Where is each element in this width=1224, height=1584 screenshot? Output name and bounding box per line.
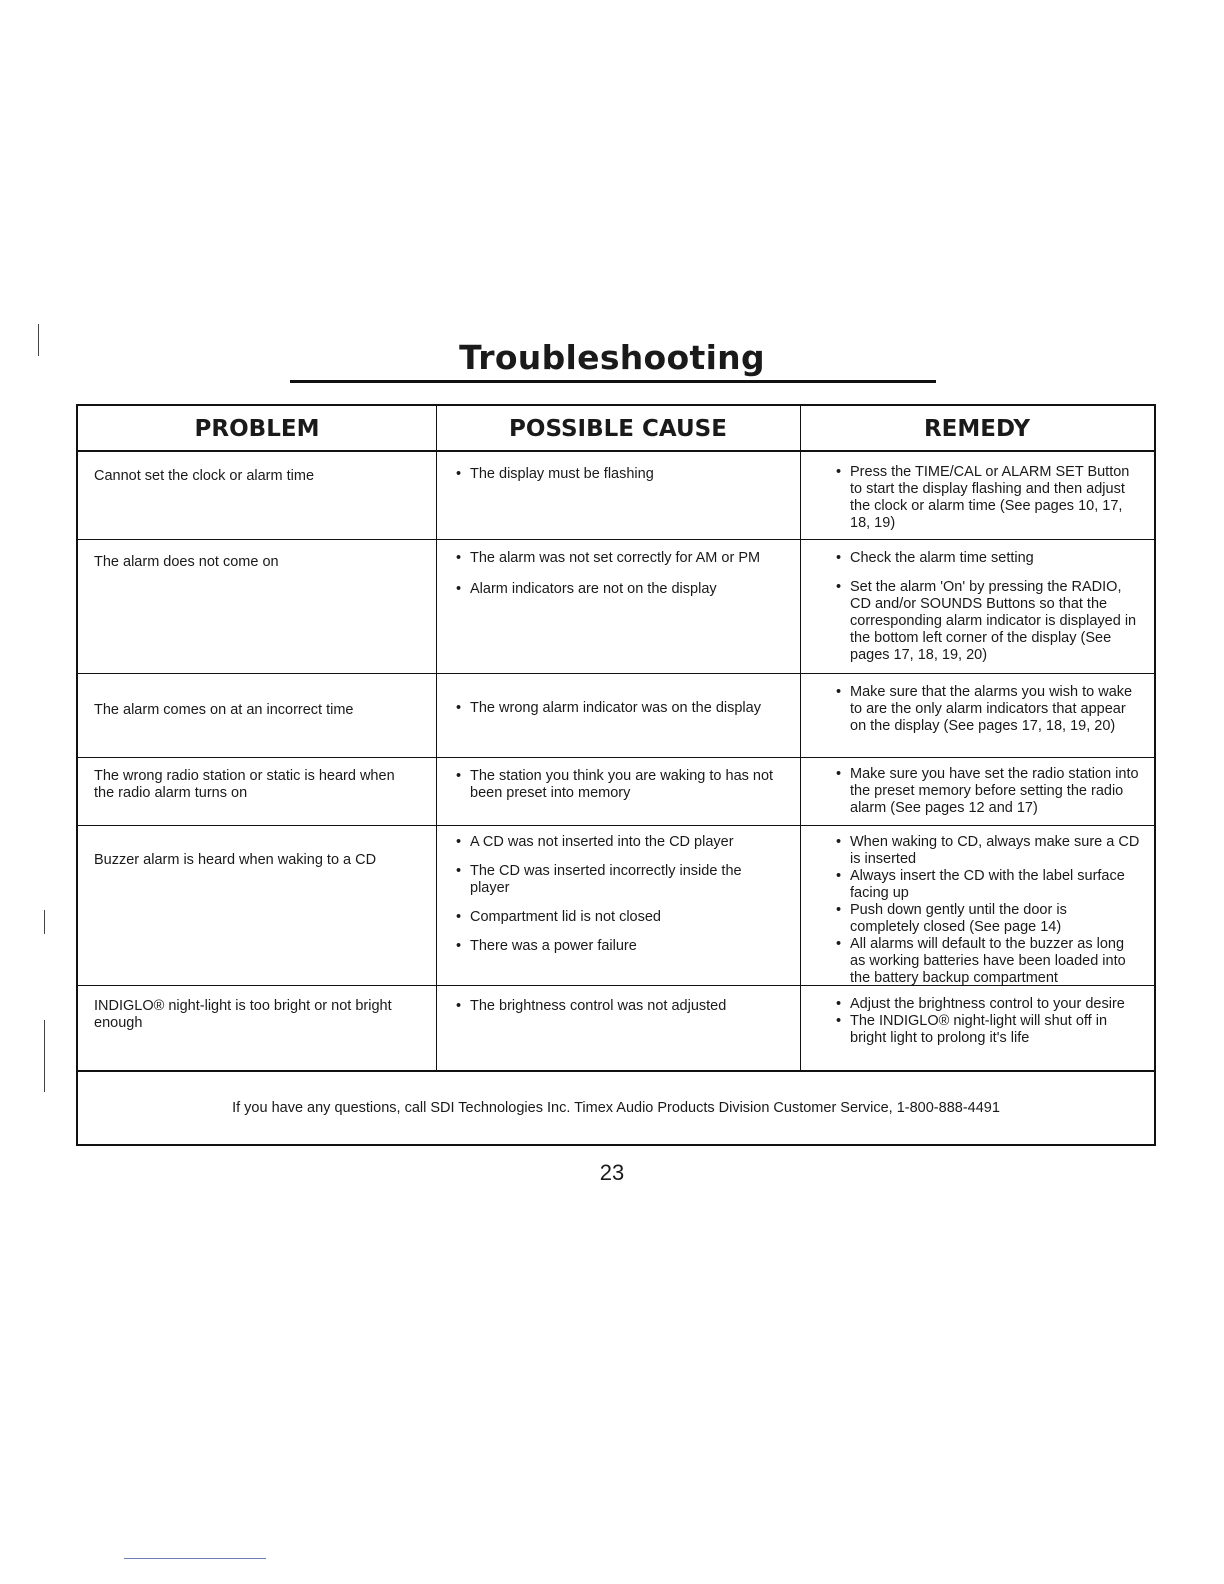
page-number: 23 — [599, 1160, 625, 1185]
cause-item: • The display must be flashing — [456, 466, 774, 483]
table-row — [78, 986, 1154, 1072]
table-header-row — [78, 406, 1154, 452]
remedy-list — [836, 766, 1140, 817]
problem-cell: INDIGLO® night-light is too bright or not bright enough — [94, 998, 392, 1031]
remedy-item: • When waking to CD, always make sure a CD is inserted — [836, 834, 1140, 868]
remedy-item: • Make sure that the alarms you wish to wake to are the only alarm indicators that appear on the display (See pages 17, 18, 19, 20) — [836, 684, 1140, 735]
remedy-item: • Set the alarm 'On' by pressing the RADIO, CD and/or SOUNDS Buttons so that the corresponding alarm indicator is displayed in the bottom left corner of the display (See pages 17, 18, 19, 20) — [836, 579, 1140, 664]
problem-cell: Cannot set the clock or alarm time — [94, 468, 315, 484]
remedy-list — [836, 550, 1140, 664]
margin-mark — [44, 910, 45, 934]
customer-service-note: If you have any questions, call SDI Technologies Inc. Timex Audio Products Division Customer Service, 1-800-888-4491 — [232, 1100, 1000, 1116]
problem-cell: Buzzer alarm is heard when waking to a CD — [94, 852, 377, 868]
margin-mark — [38, 324, 39, 356]
cause-list — [456, 768, 774, 802]
remedy-item: • Always insert the CD with the label surface facing up — [836, 868, 1140, 902]
cause-item: • The station you think you are waking to has not been preset into memory — [456, 768, 774, 802]
troubleshooting-table — [76, 404, 1156, 1146]
title-underline — [290, 380, 936, 383]
cause-item: • The alarm was not set correctly for AM or PM — [456, 550, 774, 567]
margin-mark — [44, 1020, 45, 1092]
cause-list — [456, 998, 774, 1015]
cause-item: • Compartment lid is not closed — [456, 909, 774, 926]
cause-item: • The CD was inserted incorrectly inside the player — [456, 863, 774, 897]
remedy-item: • All alarms will default to the buzzer as long as working batteries have been loaded into the battery backup compartment — [836, 936, 1140, 987]
remedy-item: • Check the alarm time setting — [836, 550, 1140, 567]
remedy-item: • Adjust the brightness control to your desire — [836, 996, 1140, 1013]
cause-list — [456, 834, 774, 955]
cause-item: • There was a power failure — [456, 938, 774, 955]
remedy-list — [836, 684, 1140, 735]
remedy-list — [836, 464, 1140, 532]
problem-cell: The alarm does not come on — [94, 554, 279, 570]
table-row — [78, 450, 1154, 540]
cause-list — [456, 700, 774, 717]
remedy-item: • The INDIGLO® night-light will shut off in bright light to prolong it's life — [836, 1013, 1140, 1047]
cause-list — [456, 550, 774, 598]
cause-item: • The wrong alarm indicator was on the display — [456, 700, 774, 717]
problem-cell: The wrong radio station or static is heard when the radio alarm turns on — [94, 768, 395, 801]
header-cause: POSSIBLE CAUSE — [509, 416, 727, 442]
header-problem: PROBLEM — [194, 416, 320, 442]
table-row — [78, 758, 1154, 826]
remedy-item: • Push down gently until the door is completely closed (See page 14) — [836, 902, 1140, 936]
remedy-item: • Press the TIME/CAL or ALARM SET Button to start the display flashing and then adjust the clock or alarm time (See pages 10, 17, 18, 19) — [836, 464, 1140, 532]
cause-item: • A CD was not inserted into the CD player — [456, 834, 774, 851]
table-row — [78, 540, 1154, 674]
bottom-rule — [124, 1558, 266, 1559]
cause-item: • Alarm indicators are not on the display — [456, 581, 774, 598]
remedy-list — [836, 996, 1140, 1047]
table-row — [78, 674, 1154, 758]
cause-list — [456, 466, 774, 483]
problem-cell: The alarm comes on at an incorrect time — [94, 702, 354, 718]
cause-item: • The brightness control was not adjusted — [456, 998, 774, 1015]
table-row — [78, 826, 1154, 986]
remedy-item: • Make sure you have set the radio station into the preset memory before setting the radio alarm (See pages 12 and 17) — [836, 766, 1140, 817]
page-title: Troubleshooting — [459, 338, 765, 377]
header-remedy: REMEDY — [923, 416, 1031, 442]
remedy-list — [836, 834, 1140, 987]
